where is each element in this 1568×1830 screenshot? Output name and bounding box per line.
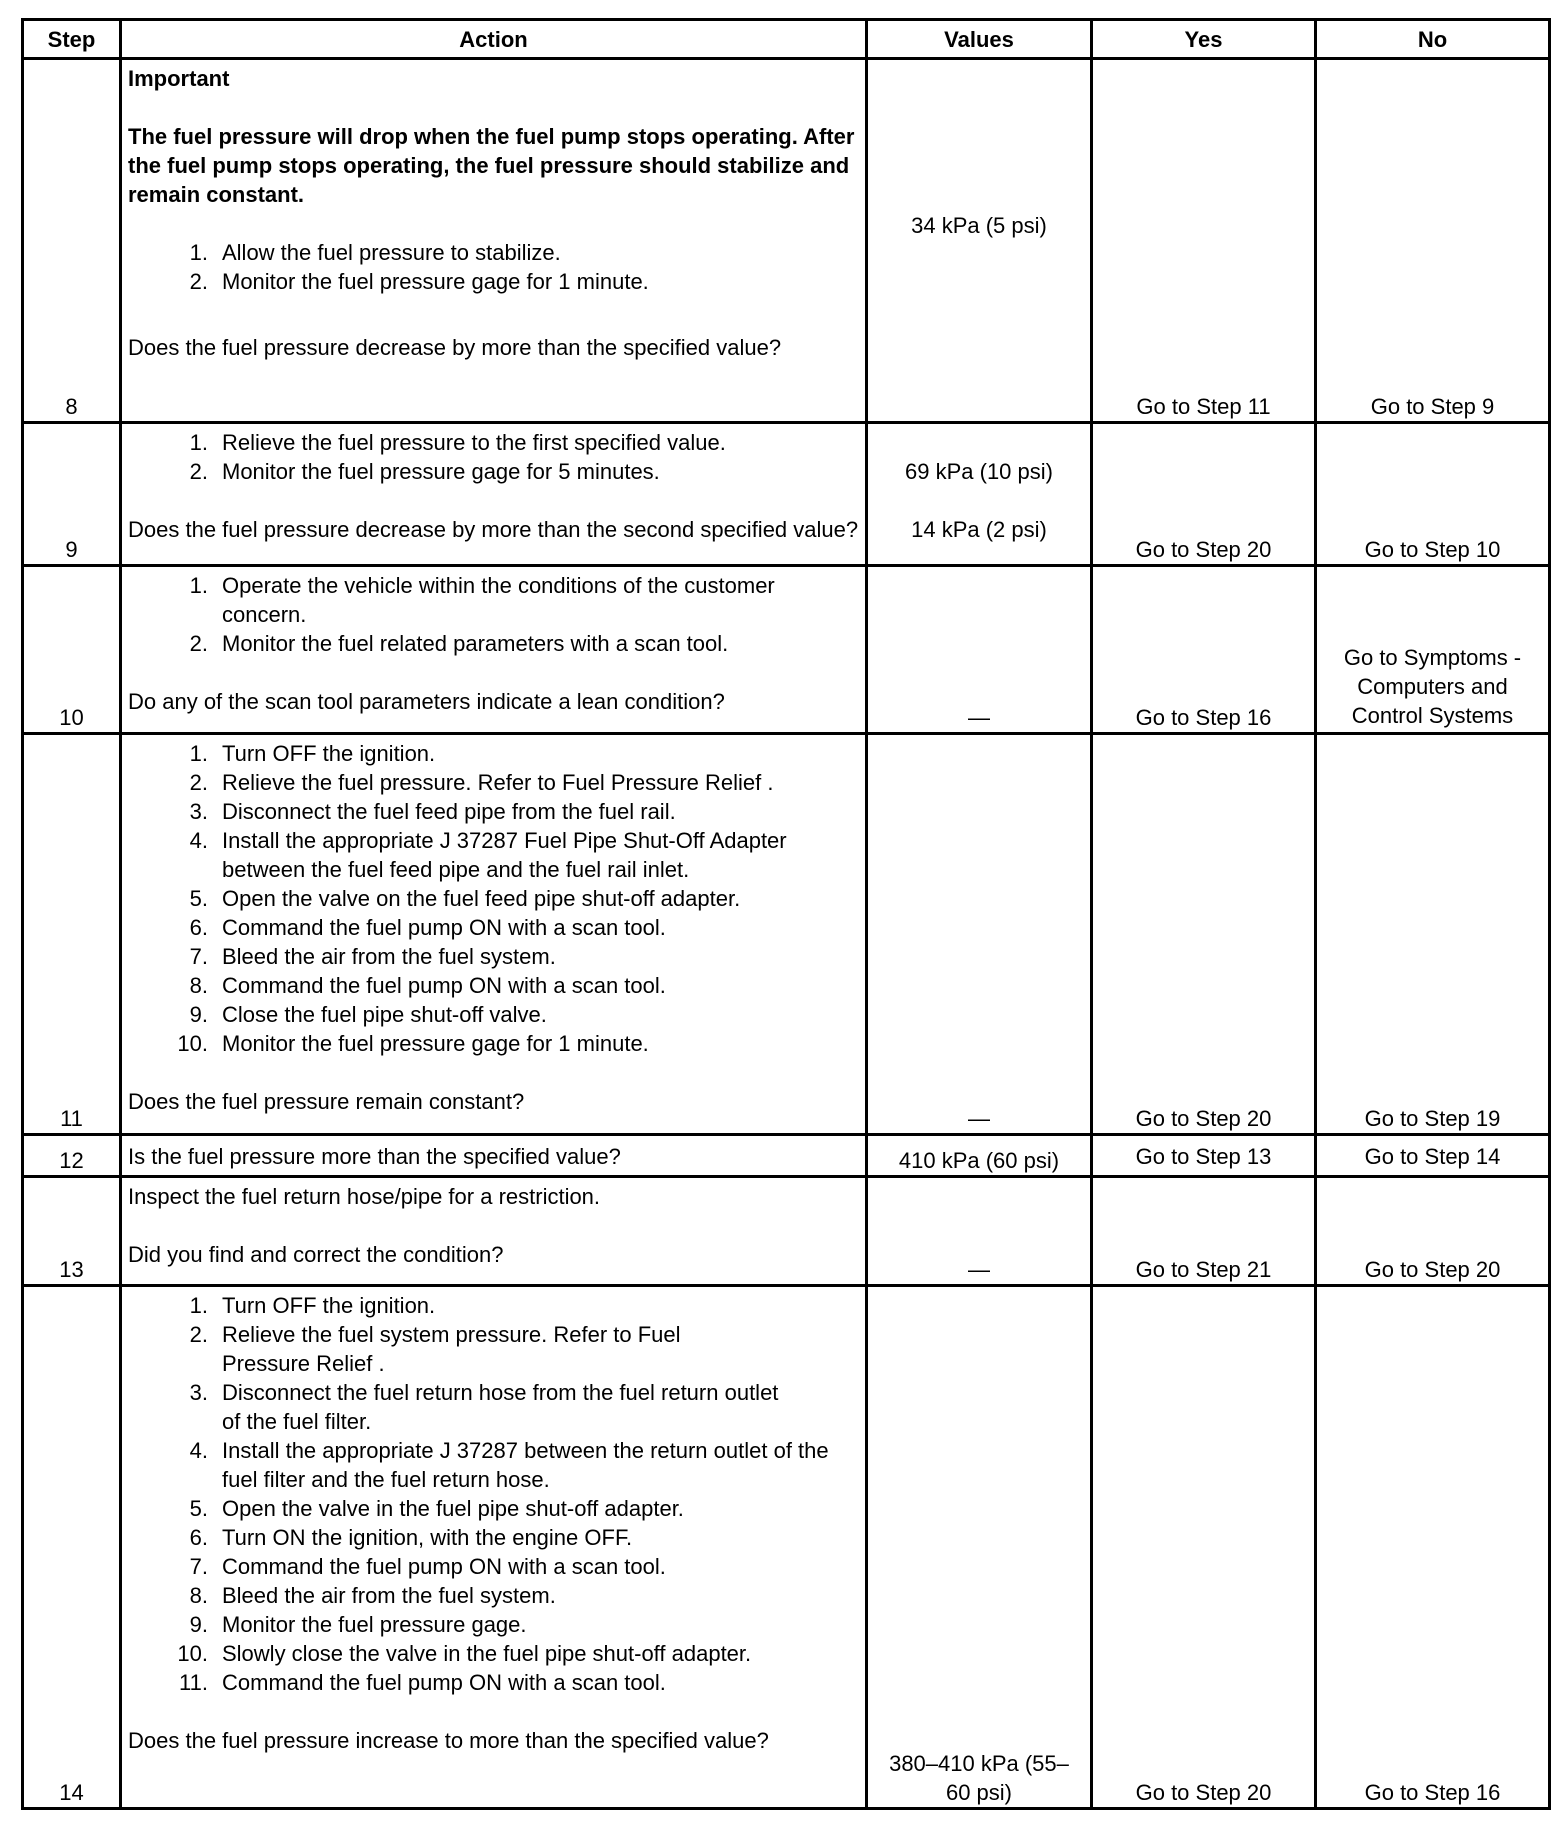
no-cell: Go to Step 14 — [1316, 1135, 1550, 1177]
procedure-list — [128, 428, 859, 486]
list-item: 11. Command the fuel pump ON with a scan tool. — [179, 1670, 666, 1695]
values-cell: 410 kPa (60 psi) — [867, 1135, 1092, 1177]
list-item: 10. Slowly close the valve in the fuel pipe shut-off adapter. — [177, 1641, 752, 1666]
list-item: 1. Allow the fuel pressure to stabilize. — [189, 240, 561, 265]
yes-cell: Go to Step 20 — [1092, 734, 1316, 1135]
no-cell: Go to Step 16 — [1316, 1286, 1550, 1809]
table-header-row — [23, 20, 1550, 59]
values-cell — [867, 59, 1092, 423]
step-number: 14 — [23, 1286, 121, 1809]
no-cell: Go to Step 19 — [1316, 734, 1550, 1135]
step-number: 13 — [23, 1177, 121, 1286]
list-item: 2. Monitor the fuel pressure gage for 5 minutes. — [189, 459, 660, 484]
no-cell: Go to Step 20 — [1316, 1177, 1550, 1286]
list-item: 8. Command the fuel pump ON with a scan tool. — [189, 973, 666, 998]
list-item: 9. Close the fuel pipe shut-off valve. — [189, 1002, 547, 1027]
header-step: Step — [23, 20, 121, 59]
question-text: Is the fuel pressure more than the specified value? — [128, 1144, 621, 1169]
action-cell — [121, 1135, 867, 1177]
question-text: Do any of the scan tool parameters indicate a lean condition? — [128, 689, 725, 714]
value-text: 14 kPa (2 psi) — [911, 517, 1047, 542]
step-number: 9 — [23, 423, 121, 566]
header-no: No — [1316, 20, 1550, 59]
yes-cell: Go to Step 16 — [1092, 566, 1316, 734]
action-cell — [121, 59, 867, 423]
table-row — [23, 1177, 1550, 1286]
list-item: 6. Command the fuel pump ON with a scan tool. — [189, 915, 666, 940]
table-row — [23, 59, 1550, 423]
value-text: 69 kPa (10 psi) — [905, 459, 1053, 484]
table-row — [23, 1135, 1550, 1177]
values-cell: — — [867, 1177, 1092, 1286]
list-item: 10. Monitor the fuel pressure gage for 1 minute. — [177, 1031, 649, 1056]
list-item: 5. Open the valve in the fuel pipe shut-off adapter. — [189, 1496, 684, 1521]
step-number: 10 — [23, 566, 121, 734]
table-row — [23, 734, 1550, 1135]
list-item: 1. Turn OFF the ignition. — [189, 1293, 436, 1318]
list-item: 2. Relieve the fuel pressure. Refer to Fuel Pressure Relief . — [189, 770, 774, 795]
list-item: 8. Bleed the air from the fuel system. — [189, 1583, 556, 1608]
list-item: 2. Monitor the fuel related parameters with a scan tool. — [189, 631, 729, 656]
list-item: 3. Disconnect the fuel feed pipe from the fuel rail. — [189, 799, 676, 824]
list-item: 9. Monitor the fuel pressure gage. — [189, 1612, 527, 1637]
step-number: 12 — [23, 1135, 121, 1177]
header-action: Action — [121, 20, 867, 59]
step-number: 11 — [23, 734, 121, 1135]
header-yes: Yes — [1092, 20, 1316, 59]
important-title: Important — [128, 66, 230, 91]
procedure-list — [128, 238, 859, 296]
values-cell: 380–410 kPa (55–60 psi) — [867, 1286, 1092, 1809]
yes-cell: Go to Step 20 — [1092, 423, 1316, 566]
action-cell — [121, 423, 867, 566]
question-text: Does the fuel pressure decrease by more than the second specified value? — [128, 517, 859, 542]
value-text: 34 kPa (5 psi) — [911, 213, 1047, 238]
no-cell: Go to Symptoms - Computers and Control Systems — [1316, 566, 1550, 734]
important-text: The fuel pressure will drop when the fuel pump stops operating. After the fuel pump stops operating, the fuel pressure should stabilize and remain constant. — [128, 124, 855, 207]
question-text: Does the fuel pressure increase to more than the specified value? — [128, 1728, 769, 1753]
list-item: 4. Install the appropriate J 37287 between the return outlet of the fuel filter and the fuel return hose. — [189, 1438, 829, 1492]
step-number: 8 — [23, 59, 121, 423]
values-cell — [867, 423, 1092, 566]
list-item: 3. Disconnect the fuel return hose from the fuel return outlet of the fuel filter. — [189, 1380, 779, 1434]
yes-cell: Go to Step 20 — [1092, 1286, 1316, 1809]
list-item: 7. Command the fuel pump ON with a scan tool. — [189, 1554, 666, 1579]
list-item: 4. Install the appropriate J 37287 Fuel Pipe Shut-Off Adapter between the fuel feed pipe and the fuel rail inlet. — [189, 828, 787, 882]
question-text: Does the fuel pressure remain constant? — [128, 1089, 525, 1114]
action-cell — [121, 566, 867, 734]
values-cell: — — [867, 734, 1092, 1135]
values-cell: — — [867, 566, 1092, 734]
procedure-list — [128, 1291, 859, 1697]
list-item: 1. Turn OFF the ignition. — [189, 741, 436, 766]
yes-cell: Go to Step 13 — [1092, 1135, 1316, 1177]
yes-cell: Go to Step 11 — [1092, 59, 1316, 423]
table-row — [23, 1286, 1550, 1809]
list-item: 2. Monitor the fuel pressure gage for 1 minute. — [189, 269, 649, 294]
list-item: 6. Turn ON the ignition, with the engine OFF. — [189, 1525, 633, 1550]
list-item: 1. Relieve the fuel pressure to the first specified value. — [189, 430, 726, 455]
intro-text: Inspect the fuel return hose/pipe for a restriction. — [128, 1184, 601, 1209]
action-cell — [121, 1177, 867, 1286]
action-cell — [121, 1286, 867, 1809]
procedure-list — [128, 739, 859, 1058]
list-item: 7. Bleed the air from the fuel system. — [189, 944, 556, 969]
procedure-list — [128, 571, 859, 658]
list-item: 1. Operate the vehicle within the conditions of the customer concern. — [189, 573, 775, 627]
table-row — [23, 423, 1550, 566]
question-text: Did you find and correct the condition? — [128, 1242, 504, 1267]
no-cell: Go to Step 9 — [1316, 59, 1550, 423]
list-item: 2. Relieve the fuel system pressure. Refer to Fuel Pressure Relief . — [189, 1322, 681, 1376]
diagnostic-table — [21, 18, 1551, 1810]
table-row — [23, 566, 1550, 734]
action-cell — [121, 734, 867, 1135]
question-text: Does the fuel pressure decrease by more than the specified value? — [128, 335, 782, 360]
list-item: 5. Open the valve on the fuel feed pipe shut-off adapter. — [189, 886, 741, 911]
no-cell: Go to Step 10 — [1316, 423, 1550, 566]
header-values: Values — [867, 20, 1092, 59]
yes-cell: Go to Step 21 — [1092, 1177, 1316, 1286]
